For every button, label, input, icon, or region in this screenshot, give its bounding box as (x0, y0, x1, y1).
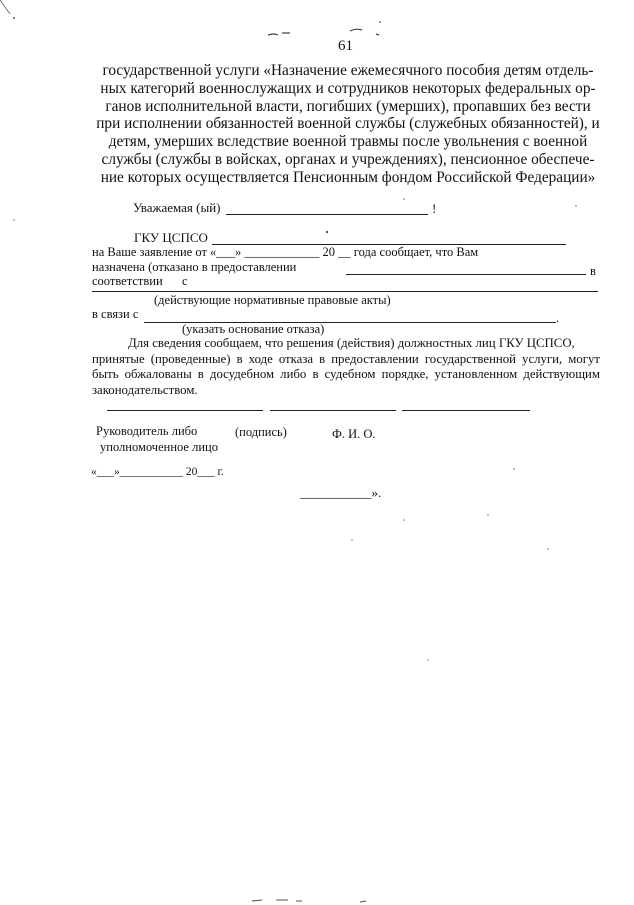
notice-line: принятые (проведенные) в ходе отказа в предоставлении государственной услуги, могут (92, 351, 600, 366)
assigned-label: назначена (отказано в предоставлении (92, 260, 297, 274)
full-name-line[interactable] (402, 410, 530, 411)
service-title-text (96, 62, 600, 187)
signature-line[interactable] (270, 410, 396, 411)
intro-line: службы (службы в войсках, органах и учреждениях), пенсионное обеспече- (101, 150, 595, 168)
accordance-with: с (182, 274, 188, 288)
intro-line: ных категорий военнослужащих и сотрудников некоторых федеральных ор- (100, 79, 596, 97)
service-field[interactable] (346, 274, 586, 275)
assigned-end: в (590, 264, 596, 278)
intro-line: ганов исполнительной власти, погибших (умерших), пропавших без вести (105, 97, 591, 115)
signature-caption: (подпись) (235, 425, 287, 439)
page-number: 61 (338, 38, 353, 54)
reason-caption: (указать основание отказа) (182, 322, 325, 336)
notice-line: законодательством. (92, 382, 198, 397)
intro-line: детям, умерших вследствие военной травмы после увольнения с военной (108, 133, 588, 151)
authorized-person-label: уполномоченное лицо (100, 440, 218, 454)
notice-line: быть обжалованы в досудебном либо в судебном порядке, установленном действующим (92, 367, 600, 381)
position-signature-line[interactable] (107, 410, 263, 411)
closing-text: ___________». (300, 485, 382, 500)
greeting-exclamation: ! (432, 201, 437, 216)
head-label: Руководитель либо (96, 424, 198, 438)
date-line: «___»___________ 20___ г. (91, 466, 224, 478)
connection-label: в связи с (92, 307, 139, 321)
application-line: на Ваше заявление от «___» ____________ 20 __ года сообщает, что Вам (92, 245, 479, 259)
appeal-notice (92, 336, 600, 398)
greeting-label: Уважаемая (ый) (133, 200, 221, 215)
reason-dot: . (556, 311, 560, 325)
acts-field[interactable] (92, 291, 598, 292)
acts-caption: (действующие нормативные правовые акты) (154, 293, 391, 307)
accordance-label: соответствии (92, 274, 163, 288)
notice-line: Для сведения сообщаем, что решения (действия) должностных лиц ГКУ ЦСПСО, (128, 336, 575, 350)
recipient-name-field[interactable] (226, 214, 428, 215)
intro-line: ние которых осуществляется Пенсионным фондом Российской Федерации» (100, 168, 596, 186)
intro-line: государственной услуги «Назначение ежемесячного пособия детям отдель- (102, 62, 594, 79)
intro-line: при исполнении обязанностей военной службы (служебных обязанностей), и (96, 115, 600, 133)
org-name: ГКУ ЦСПСО (134, 230, 208, 245)
full-name-caption: Ф. И. О. (332, 427, 376, 441)
